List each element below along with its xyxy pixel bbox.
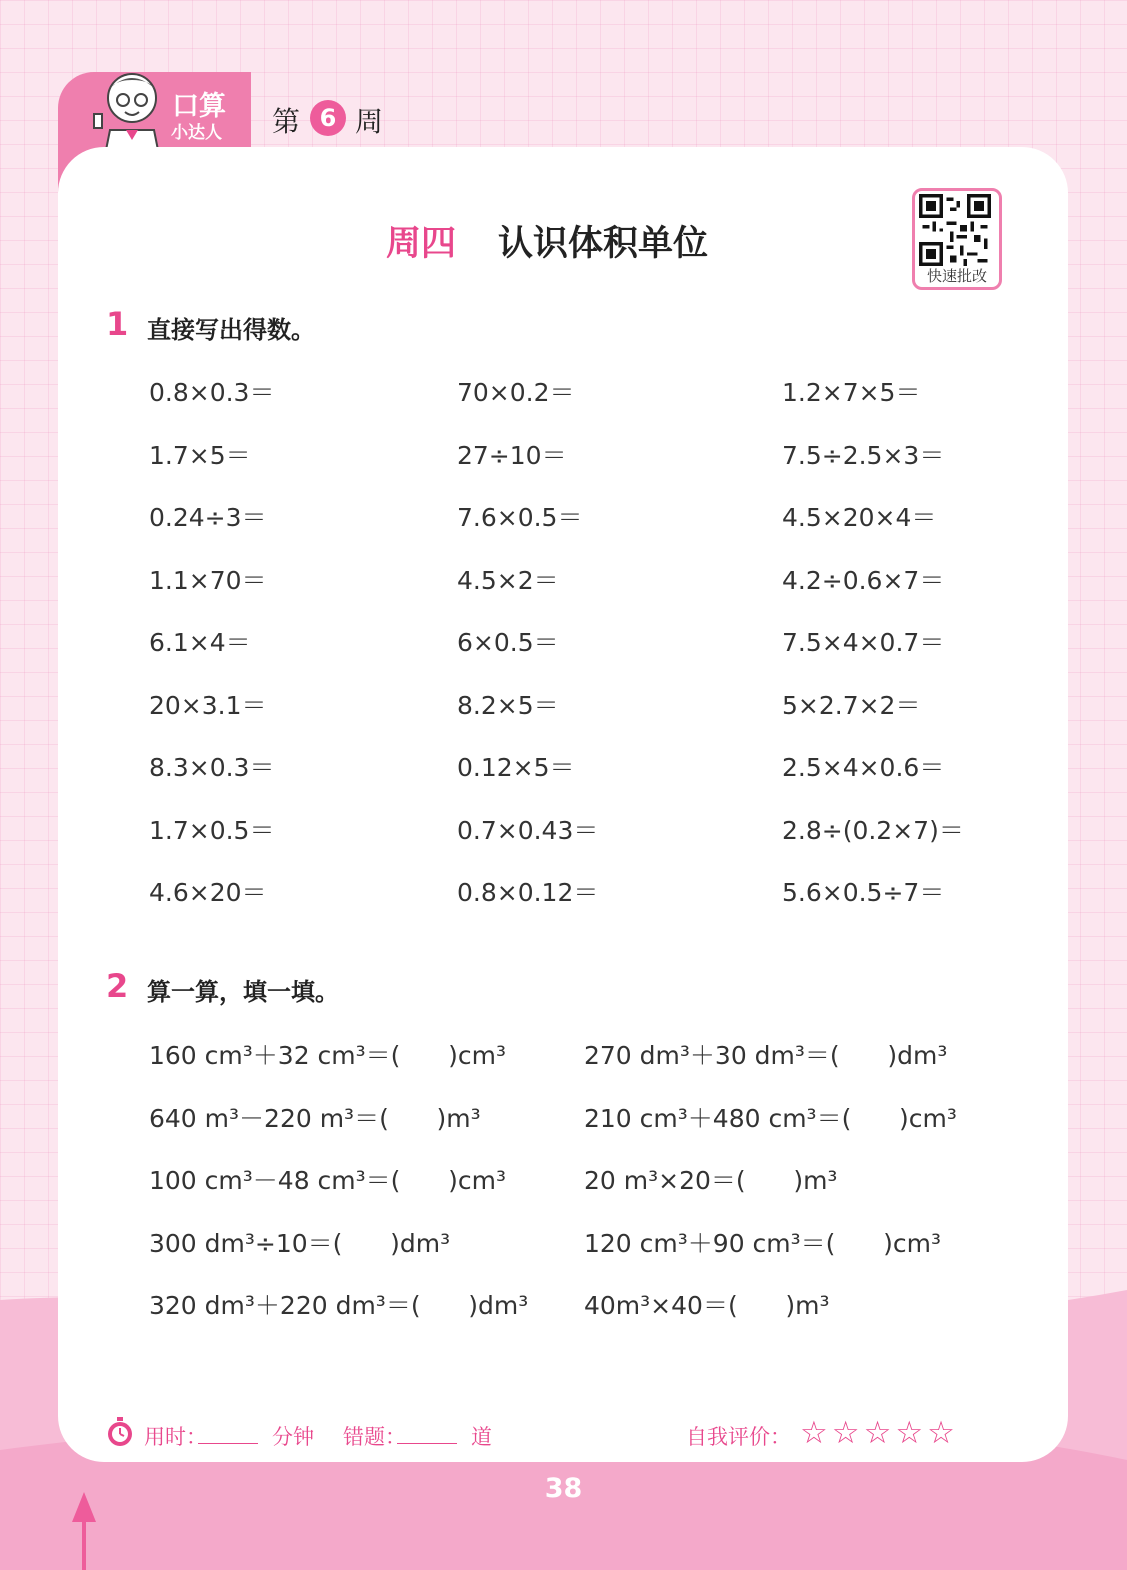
- section-2-title: 算一算，填一填。: [147, 978, 339, 1006]
- qr-label: 快速批改: [926, 267, 987, 285]
- tab-subtitle: 小达人: [171, 123, 222, 143]
- calc-problem: 4.5×20×4＝: [782, 503, 937, 532]
- calc-problem: 6.1×4＝: [149, 628, 251, 657]
- week-number-badge: 6: [310, 100, 346, 136]
- section-1-number: 1: [106, 305, 129, 343]
- calc-problem: 5.6×0.5÷7＝: [782, 878, 945, 907]
- fill-blank-problem[interactable]: 20 m³×20＝( )m³: [584, 1166, 838, 1195]
- calc-problem: 0.8×0.12＝: [457, 878, 599, 907]
- qr-code-icon[interactable]: [919, 194, 991, 266]
- fill-blank-problem[interactable]: 210 cm³＋480 cm³＝( )cm³: [584, 1103, 957, 1133]
- section-1-title: 直接写出得数。: [147, 316, 315, 344]
- calc-problem: 7.5÷2.5×3＝: [782, 440, 945, 470]
- calc-problem: 1.1×70＝: [149, 565, 267, 595]
- calc-problem: 4.6×20＝: [149, 878, 267, 907]
- calc-problem: 2.5×4×0.6＝: [782, 753, 945, 782]
- mascot-boy-icon: [80, 70, 170, 150]
- calc-problem: 8.3×0.3＝: [149, 753, 275, 782]
- calc-problem: 20×3.1＝: [149, 690, 267, 720]
- errors-blank[interactable]: [397, 1443, 457, 1444]
- calc-problem: 8.2×5＝: [457, 690, 559, 720]
- calc-problem: 0.12×5＝: [457, 753, 575, 782]
- errors-unit: 道: [471, 1425, 492, 1449]
- calc-problem: 0.24÷3＝: [149, 503, 267, 532]
- tab-title: 口算: [172, 91, 226, 122]
- time-label: 用时：: [144, 1425, 207, 1449]
- self-eval-label: 自我评价：: [686, 1425, 791, 1449]
- week-suffix: 周: [355, 105, 384, 138]
- calc-problem: 7.5×4×0.7＝: [782, 628, 945, 657]
- calc-problem: 1.2×7×5＝: [782, 378, 921, 407]
- calc-problem: 1.7×0.5＝: [149, 815, 275, 845]
- title-day: 周四: [386, 224, 457, 264]
- title-topic: 认识体积单位: [498, 224, 709, 264]
- fill-blank-problem[interactable]: 120 cm³＋90 cm³＝( )cm³: [584, 1228, 941, 1258]
- fill-blank-problem[interactable]: 320 dm³＋220 dm³＝( )dm³: [149, 1291, 529, 1320]
- rating-stars[interactable]: ☆☆☆☆☆: [800, 1415, 959, 1451]
- calc-problem: 1.7×5＝: [149, 440, 251, 470]
- time-unit: 分钟: [272, 1425, 314, 1449]
- arrows-decoration-icon: [52, 1490, 102, 1570]
- calc-problem: 70×0.2＝: [457, 378, 575, 407]
- calc-problem: 4.5×2＝: [457, 565, 559, 595]
- stopwatch-icon: [106, 1417, 134, 1447]
- fill-blank-problem[interactable]: 640 m³－220 m³＝( )m³: [149, 1103, 481, 1133]
- calc-problem: 0.7×0.43＝: [457, 815, 599, 845]
- fill-blank-problem[interactable]: 160 cm³＋32 cm³＝( )cm³: [149, 1041, 506, 1070]
- calc-problem: 5×2.7×2＝: [782, 690, 921, 720]
- errors-label: 错题：: [343, 1425, 406, 1449]
- week-prefix: 第: [272, 105, 301, 138]
- fill-blank-problem[interactable]: 270 dm³＋30 dm³＝( )dm³: [584, 1041, 948, 1070]
- calc-problem: 6×0.5＝: [457, 628, 559, 657]
- calc-problem: 4.2÷0.6×7＝: [782, 565, 945, 595]
- calc-problem: 27÷10＝: [457, 440, 567, 470]
- fill-blank-problem[interactable]: 40m³×40＝( )m³: [584, 1291, 830, 1320]
- calc-problem: 2.8÷(0.2×7)＝: [782, 815, 964, 845]
- page-number: 38: [544, 1473, 583, 1504]
- section-2-number: 2: [106, 967, 129, 1005]
- calc-problem: 0.8×0.3＝: [149, 378, 275, 407]
- fill-blank-problem[interactable]: 100 cm³－48 cm³＝( )cm³: [149, 1166, 506, 1195]
- time-blank[interactable]: [198, 1443, 258, 1444]
- calc-problem: 7.6×0.5＝: [457, 503, 583, 532]
- fill-blank-problem[interactable]: 300 dm³÷10＝( )dm³: [149, 1228, 451, 1258]
